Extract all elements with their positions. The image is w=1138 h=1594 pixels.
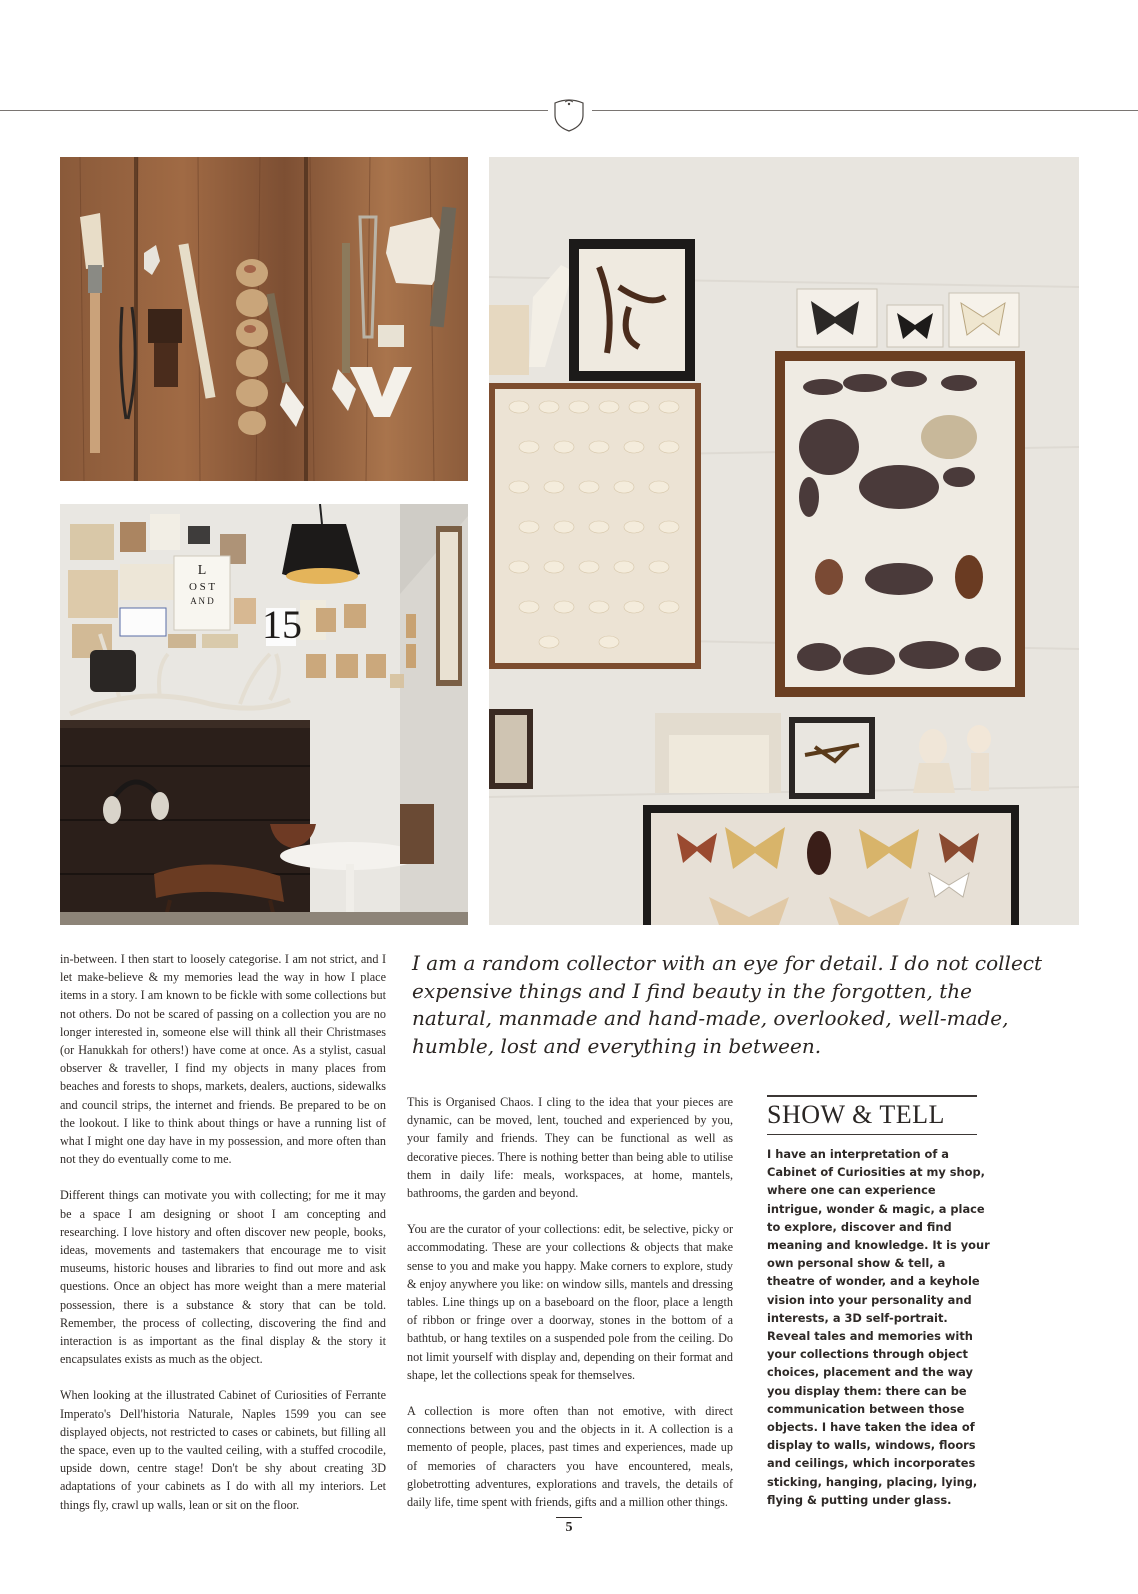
sidebar-rule-top (767, 1095, 977, 1097)
left-paragraph-3: When looking at the illustrated Cabinet of Curiosities of Ferrante Imperato's Dell'historia Naturale, Naples 1599 you can see displayed objects, not restricted to cases or cabinets, but filling all the space, even up to the vaulted ceiling, with a stuffed crocodile, upside down, centre stage! Don't be shy about creating 3D adaptations of your cabinets as I do with all my interiors. Let things fly, crawl up walls, lean or sit on the floor. (60, 1388, 386, 1512)
collection-tools-photo (60, 157, 468, 481)
pull-quote: I am a random collector with an eye for detail. I do not collect expensive things and I find beauty in the forgotten, the natural, manmade and hand-made, overlooked, well-made, humble, lost and everything in between. (412, 951, 1043, 1058)
shield-crest-icon (549, 95, 589, 133)
sidebar-heading: SHOW & TELL (767, 1100, 945, 1129)
sidebar-rule-bottom (767, 1134, 977, 1135)
left-text-column (60, 950, 386, 1532)
page-number-rule (556, 1517, 582, 1518)
cabinet-wall-photo (489, 157, 1079, 925)
poster-letters-ost: O S T (188, 581, 216, 593)
poster-letter-l: L (197, 563, 207, 578)
poster-number: 15 (262, 602, 302, 647)
middle-paragraph-2: You are the curator of your collections: edit, be selective, picky or accommodating. These are your collections & objects that make sense to you and make you happy. Make corners to explore, study & enjoy anywhere you like: on window sills, mantels and dressing tables. Line things up on a baseboard on the floor, place a length of ribbon or fringe over a doorway, stones in the bottom of a bathtub, or hang textiles on a suspended pole from the ceiling. Do not limit yourself with display and, depending on their format and shape, let the collections speak for themselves. (407, 1222, 733, 1382)
header-rule-left (0, 110, 548, 111)
poster-letters-and: A N D (190, 596, 214, 606)
middle-text-column (407, 1093, 733, 1529)
left-paragraph-2: Different things can motivate you with collecting; for me it may be a space I am designing or shoot I am concepting and researching. I love history and often discover new people, books, ideas, movements and tastemakers that encourage me to visit museums, historic houses and libraries to find out more and ask questions. Once an object has more weight than a mere material possession, there is a substance & story that can be told. Remember, the process of collecting, discovering the find and interaction is as important as the final display & the story it encapsulates exists as much as the object. (60, 1188, 386, 1367)
page-number: 5 (565, 1520, 573, 1535)
studio-corner-photo (60, 504, 468, 925)
middle-paragraph-3: A collection is more often than not emotive, with direct connections between you and the objects in it. A collection is a memento of people, places, past times and experiences, made up of memories of characters you have encountered, meals, globetrotting adventures, explorations and travels, the details of daily life, time spent with friends, gifts and a million other things. (407, 1404, 733, 1510)
middle-paragraph-1: This is Organised Chaos. I cling to the idea that your pieces are dynamic, can be moved, lent, touched and experienced by you, your family and friends. They can be functional as well as decorative pieces. There is nothing better than being able to utilise them in daily life: meals, workspaces, at home, mantels, bathrooms, the garden and beyond. (407, 1095, 733, 1201)
header-rule-right (592, 110, 1138, 111)
left-paragraph-1: in-between. I then start to loosely categorise. I am not strict, and I let make-believe & my memories lead the way in how I place items in a story. I am known to be fickle with some collections but not others. Do not be scared of passing on a collection you are no longer interested in, someone else will think all their Christmases (or Hanukkah for others!) have come at once. As a stylist, casual observer & traveller, I find my objects in many places from beaches and forests to shops, markets, dealers, auctions, sidewalks and council strips, the internet and friends. Be prepared to be on the lookout. I like to think about things or have a running list of what I might one day have in my possession, and more often than not they do eventually come to me. (60, 952, 386, 1167)
sidebar-body: I have an interpretation of a Cabinet of Curiosities at my shop, where one can experience intrigue, wonder & magic, a place to explore, discover and find meaning and knowledge. It is your own personal show & tell, a theatre of wonder, and a keyhole vision into your personality and interests, a 3D self-portrait. Reveal tales and memories with your collections through object choices, placement and the way you display them: there can be communication between those objects. I have taken the idea of display to walls, windows, floors and ceilings, which incorporates sticking, hanging, placing, lying, flying & putting under glass. (767, 1147, 990, 1507)
